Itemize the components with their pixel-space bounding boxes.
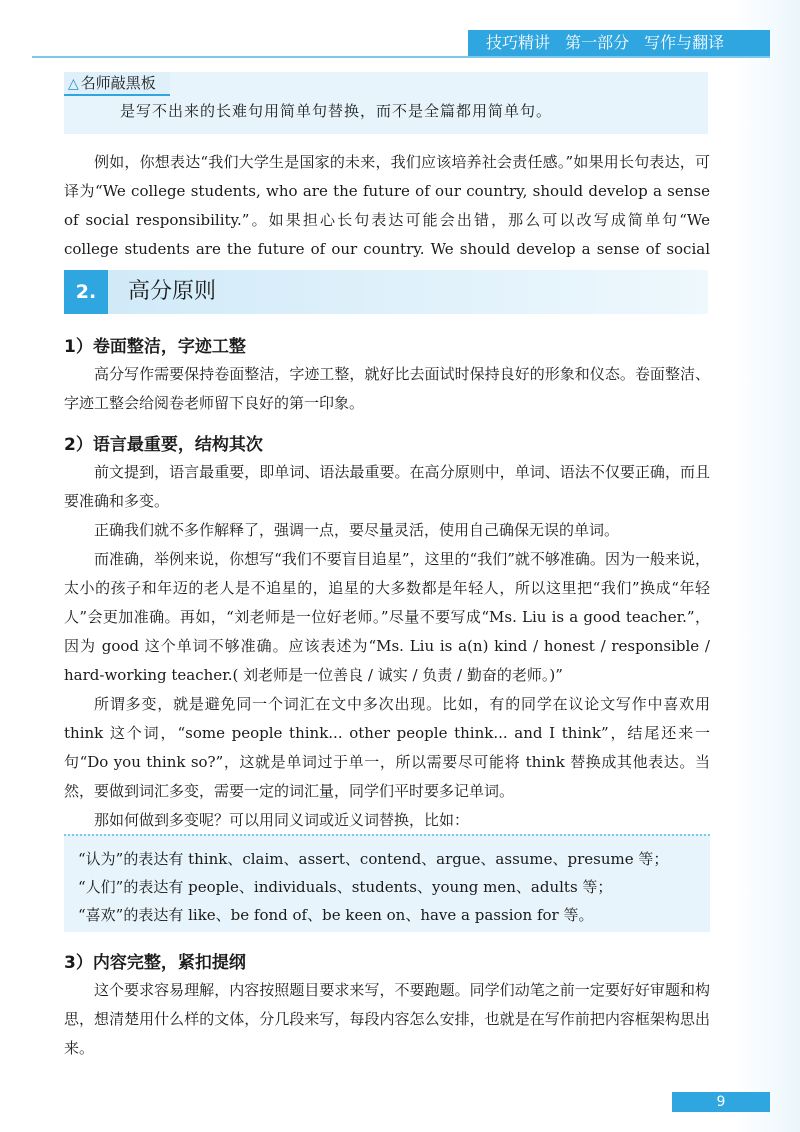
subsection-3-paragraph: 这个要求容易理解，内容按照题目要求来写，不要跑题。同学们动笔之前一定要好好审题和构思，想清楚用什么样的文体，分几段来写，每段内容怎么安排，也就是在写作前把内容框架构思出来。 xyxy=(64,981,710,1057)
subsection-heading-3: 3）内容完整，紧扣提纲 xyxy=(64,953,246,973)
example-line: “喜欢”的表达有 like、be fond of、be keen on、have a passion for 等。 xyxy=(78,906,594,924)
example-line: “人们”的表达有 people、individuals、students、young men、adults 等； xyxy=(78,878,613,896)
subsection-2-paragraph-3: 而准确，举例来说，你想写“我们不要盲目追星”，这里的“我们”就不够准确。因为一般来说，太小的孩子和年迈的老人是不追星的，追星的大多数都是年轻人，所以这里把“我们”换成“年轻人”会更加准确。再如，“刘老师是一位好老师。”尽量不要写成“Ms. Liu is a good teacher.”，因为 good 这个单词不够准确。应该表述为“Ms. Liu is a(n) kind / honest / responsible / hard-working teacher.( 刘老师是一位善良 / 诚实 / 负责 / 勤奋的老师。)” xyxy=(64,550,710,684)
synonym-examples-box xyxy=(64,834,710,932)
example-line: “认为”的表达有 think、claim、assert、contend、argue、assume、presume 等； xyxy=(78,850,669,868)
subsection-2-paragraph-4: 所谓多变，就是避免同一个词汇在文中多次出现。比如，有的同学在议论文写作中喜欢用 think 这个词，“some people think... other people think... and I think”，结尾还来一句“Do you think so?”，这就是单词过于单一，所以需要尽可能将 think 替换成其他表达。当然，要做到词汇多变，需要一定的词汇量，同学们平时要多记单词。 xyxy=(64,695,710,800)
subsection-1-paragraph: 高分写作需要保持卷面整洁，字迹工整，就好比去面试时保持良好的形象和仪态。卷面整洁、字迹工整会给阅卷老师留下良好的第一印象。 xyxy=(64,365,710,412)
tip-text: 是写不出来的长难句用简单句替换，而不是全篇都用简单句。 xyxy=(120,102,553,120)
section-title: 高分原则 xyxy=(128,279,217,304)
subsection-2-paragraph-1: 前文提到，语言最重要，即单词、语法最重要。在高分原则中，单词、语法不仅要正确，而且要准确和多变。 xyxy=(64,463,710,510)
subsection-2-paragraph-2: 正确我们就不多作解释了，强调一点，要尽量灵活，使用自己确保无误的单词。 xyxy=(94,521,620,539)
section-number: 2. xyxy=(64,270,108,314)
running-header: 技巧精讲 第一部分 写作与翻译 xyxy=(468,30,770,56)
tip-box xyxy=(64,72,708,134)
section-header xyxy=(64,270,708,314)
page-side-band xyxy=(736,0,800,1132)
subsection-heading-2: 2）语言最重要，结构其次 xyxy=(64,435,263,455)
tip-label-text: 名师敲黑板 xyxy=(80,74,156,92)
subsection-2-paragraph-5: 那如何做到多变呢？可以用同义词或近义词替换，比如： xyxy=(94,811,470,829)
header-rule xyxy=(32,56,770,58)
page-number: 9 xyxy=(672,1092,770,1112)
tip-label xyxy=(64,72,170,96)
intro-paragraph: 例如，你想表达“我们大学生是国家的未来，我们应该培养社会责任感。”如果用长句表达，可译为“We college students, who are the future of our country, should develop a sense of social responsibility.”。如果担心长句表达可能会出错，那么可以改写成简单句“We college students are the future of our country. We should develop a sense of social xyxy=(64,153,710,258)
warning-triangle-icon: △ xyxy=(68,76,79,92)
subsection-heading-1: 1）卷面整洁，字迹工整 xyxy=(64,337,246,357)
